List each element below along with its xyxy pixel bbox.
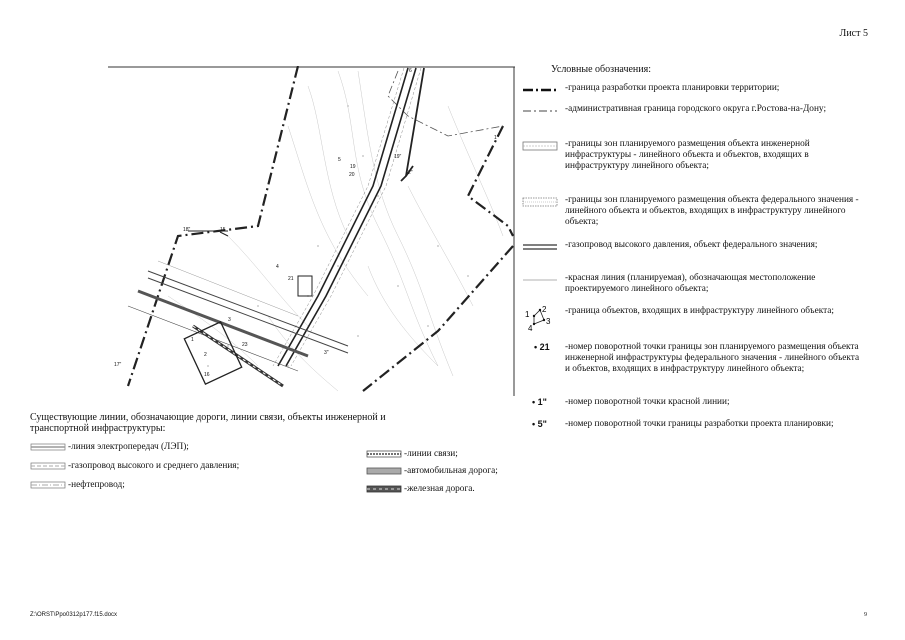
- existing-text: -линии связи;: [404, 449, 458, 459]
- legend-text: -газопровод высокого давления, объект федерального значения;: [565, 240, 818, 250]
- gas-pipeline-corridor: [273, 68, 421, 366]
- legend-text: -номер поворотной точки границы разработки проекта планировки;: [565, 419, 834, 429]
- existing-text: -автомобильная дорога;: [404, 466, 498, 476]
- legend-title: Условные обозначения:: [551, 64, 652, 75]
- power-line-icon: [30, 442, 66, 452]
- terrain-dots: [207, 105, 469, 367]
- point-marker-icon: • 5": [532, 419, 547, 429]
- point-marker-label: 21: [539, 342, 550, 352]
- legend-text: -границы зон планируемого размещения объекта инженерной инфраструктуры - линейного объекта и объектов, входящих в инфраструктуру линейного объекта;: [565, 139, 810, 171]
- cluster-label: 3: [546, 317, 551, 326]
- map-point-label: 20: [349, 172, 355, 178]
- map-point-label: 18": [183, 227, 191, 233]
- dash-dot-thin-line-icon: [522, 104, 558, 118]
- legend-text: -номер поворотной точки красной линии;: [565, 397, 730, 407]
- map-point-label: 3": [324, 350, 329, 356]
- gas-pipe-icon: [30, 461, 66, 471]
- existing-text: -нефтепровод;: [68, 480, 125, 490]
- planning-map: [108, 66, 515, 396]
- footer-file-path: Z:\ORST\Ppo0312p177.f15.docx: [30, 612, 118, 618]
- map-point-label: 16: [204, 372, 210, 378]
- existing-lines-title: Существующие линии, обозначающие дороги, линии связи, объекты инженерной и транспортной инфраструктуры:: [30, 412, 386, 434]
- thin-red-line-icon: [522, 273, 558, 287]
- map-point-label: 5: [338, 157, 341, 163]
- points-cluster-icon: [522, 306, 552, 332]
- legend-text: -граница объектов, входящих в инфраструктуру линейного объекта;: [565, 306, 834, 316]
- map-point-label: 1": [494, 135, 499, 141]
- hatched-band-icon: [522, 139, 558, 153]
- existing-text: -линия электропередач (ЛЭП);: [68, 442, 189, 452]
- map-point-label: 23: [242, 342, 248, 348]
- map-point-label: 1: [191, 337, 194, 343]
- legend-text: -границы зон планируемого размещения объекта федерального значения - линейного объекта и объектов, входящих в инфраструктуру линейного объекта;: [565, 195, 859, 227]
- legend-text: -номер поворотной точки границы зон планируемого размещения объекта инженерной инфраструктуры федерального значения - линейного объекта и объектов, входящих в инфраструктуру линейного объекта;: [565, 342, 860, 374]
- double-line-icon: [522, 240, 558, 254]
- point-marker-label: 1": [537, 397, 547, 407]
- map-point-label: 19": [394, 154, 402, 160]
- infrastructure-object: [298, 276, 312, 296]
- pipeline-branch: [401, 68, 424, 181]
- map-point-label: 6: [409, 68, 412, 74]
- point-marker-label: 5": [537, 419, 547, 429]
- map-point-label: 15: [220, 227, 226, 233]
- map-point-label: 19: [350, 164, 356, 170]
- railway-icon: [366, 484, 402, 494]
- map-point-label: 3: [228, 317, 231, 323]
- existing-text: -газопровод высокого и среднего давления;: [68, 461, 240, 471]
- comm-line-icon: [366, 449, 402, 459]
- map-point-label: 17": [114, 362, 122, 368]
- dotted-band-icon: [522, 195, 558, 209]
- map-point-label: 2: [204, 352, 207, 358]
- cluster-label: 4: [528, 324, 533, 332]
- road-icon: [366, 466, 402, 476]
- cluster-label: 1: [525, 310, 530, 319]
- cluster-label: 2: [542, 306, 547, 314]
- legend-text: -административная граница городского округа г.Ростова-на-Дону;: [565, 104, 827, 114]
- existing-text: -железная дорога.: [404, 484, 475, 494]
- point-marker-icon: • 1": [532, 397, 547, 407]
- dash-dot-thick-line-icon: [522, 83, 558, 97]
- map-point-label: 21: [288, 276, 294, 282]
- map-point-label: 2": [408, 170, 413, 176]
- sheet-label: Лист 5: [839, 28, 868, 39]
- oil-pipe-icon: [30, 480, 66, 490]
- map-point-label: 4: [276, 264, 279, 270]
- footer-page-number: 9: [864, 612, 867, 618]
- legend-text: -красная линия (планируемая), обозначающая местоположение проектируемого линейного объекта;: [565, 273, 816, 294]
- point-marker-icon: • 21: [534, 342, 550, 352]
- legend-text: -граница разработки проекта планировки территории;: [565, 83, 780, 93]
